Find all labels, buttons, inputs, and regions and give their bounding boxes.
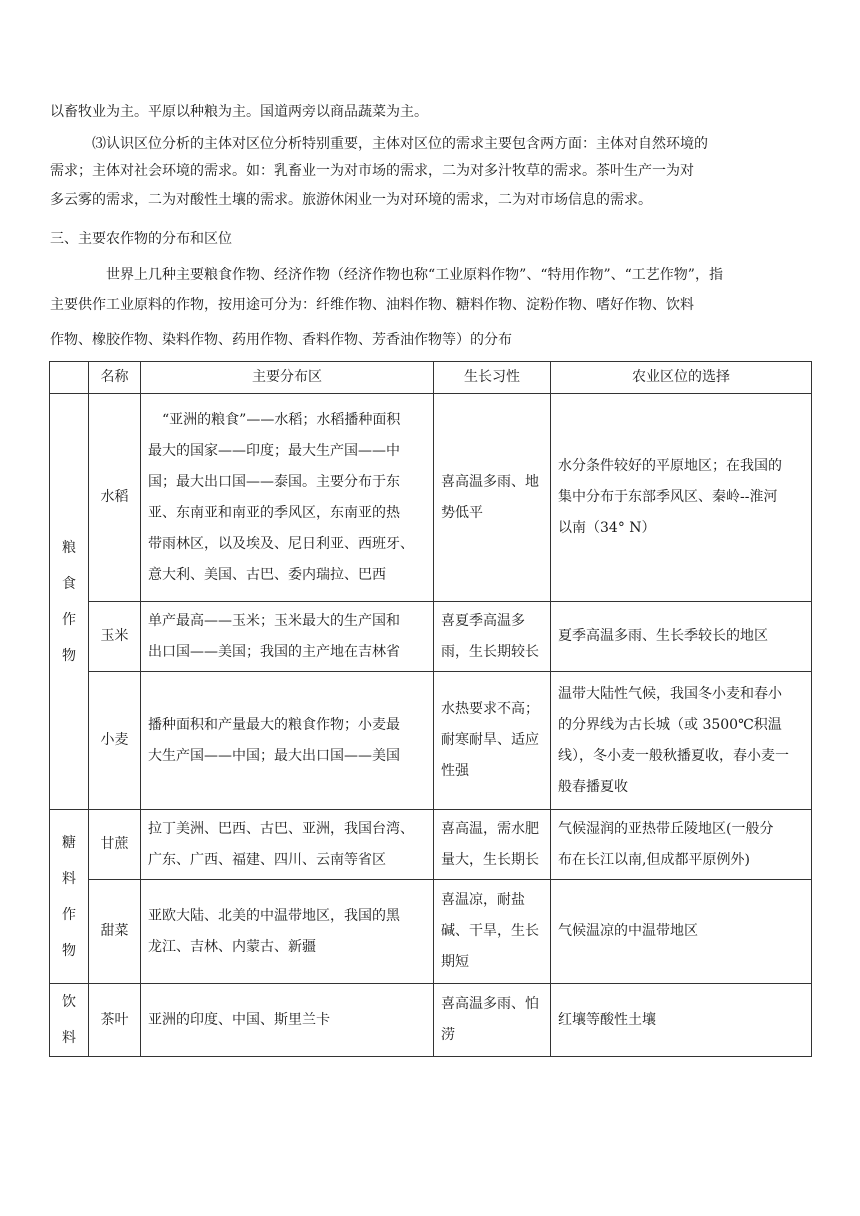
category-char: 物	[62, 942, 76, 959]
cell-line: 集中分布于东部季风区、秦岭--淮河	[558, 489, 778, 505]
cell-line: 耐寒耐旱、适应	[441, 732, 539, 748]
header-cell: 农业区位的选择	[551, 362, 812, 394]
crop-name: 甘蔗	[89, 810, 141, 880]
habit-cell	[434, 984, 551, 1057]
distribution-cell	[141, 394, 434, 602]
cell-line: 龙江、吉林、内蒙古、新疆	[148, 938, 316, 955]
cell-line: 亚、东南亚和南亚的季风区，东南亚的热	[148, 504, 400, 521]
paragraph-line: ⑶认识区位分析的主体对区位分析特别重要，主体对区位的需求主要包含两方面：主体对自然环境的	[92, 136, 708, 152]
cell-line: 带雨林区，以及埃及、尼日利亚、西班牙、	[148, 535, 414, 552]
cell-line: 意大利、美国、古巴、委内瑞拉、巴西	[148, 566, 386, 583]
habit-cell	[434, 394, 551, 602]
cell-line: 拉丁美洲、巴西、古巴、亚洲，我国台湾、	[148, 820, 414, 837]
distribution-cell	[141, 602, 434, 672]
category-cell-grain	[50, 394, 89, 810]
table-header-row	[50, 362, 812, 394]
header-cell: 名称	[89, 362, 141, 394]
cell-line: 碱、干旱，生长	[441, 923, 539, 939]
crop-name: 甜菜	[89, 880, 141, 984]
category-char: 饮	[62, 994, 76, 1010]
table-row	[50, 880, 812, 984]
location-cell: 气候温凉的中温带地区	[551, 880, 812, 984]
category-char: 糖	[62, 834, 76, 851]
cell-line: 亚欧大陆、北美的中温带地区，我国的黑	[148, 907, 400, 924]
cell-line: 最大的国家——印度；最大生产国——中	[148, 442, 400, 459]
cell-line: 喜高温多雨、地	[441, 473, 539, 490]
cell-line: 水分条件较好的平原地区；在我国的	[558, 458, 782, 474]
cell-line: 单产最高——玉米；玉米最大的生产国和	[148, 612, 400, 629]
paragraph-line: 作物、橡胶作物、染料作物、药用作物、香料作物、芳香油作物等）的分布	[50, 332, 512, 348]
paragraph-line: 世界上几种主要粮食作物、经济作物（经济作物也称“工业原料作物”、“特用作物”、“工艺作物”，指	[106, 267, 723, 283]
paragraph-line: 多云雾的需求，二为对酸性土壤的需求。旅游休闲业一为对环境的需求，二为对市场信息的需求。	[50, 192, 652, 208]
crop-name: 水稻	[89, 394, 141, 602]
table-row	[50, 602, 812, 672]
cell-line: 喜高温多雨、怕	[441, 996, 539, 1012]
table-row	[50, 394, 812, 602]
habit-cell	[434, 672, 551, 810]
paragraph-line: 主要供作工业原料的作物，按用途可分为：纤维作物、油料作物、糖料作物、淀粉作物、嗜好作物、饮料	[50, 297, 694, 313]
header-cell: 主要分布区	[141, 362, 434, 394]
section-heading: 三、主要农作物的分布和区位	[50, 231, 232, 247]
cell-line: 雨，生长期较长	[441, 643, 539, 660]
cell-line: 出口国——美国；我国的主产地在吉林省	[148, 643, 400, 660]
cell-line: 广东、广西、福建、四川、云南等省区	[148, 851, 386, 868]
category-char: 作	[62, 611, 76, 628]
cell-line: 布在长江以南,但成都平原例外)	[558, 851, 750, 868]
cell-line: 国；最大出口国——泰国。主要分布于东	[148, 473, 400, 490]
crop-name: 茶叶	[89, 984, 141, 1057]
category-cell-sugar	[50, 810, 89, 984]
cell-line: “亚洲的粮食”——水稻；水稻播种面积	[162, 411, 401, 428]
category-cell-drink	[50, 984, 89, 1057]
crop-name: 小麦	[89, 672, 141, 810]
location-cell: 夏季高温多雨、生长季较长的地区	[551, 602, 812, 672]
cell-line: 般春播夏收	[558, 778, 628, 795]
paragraph-line: 以畜牧业为主。平原以种粮为主。国道两旁以商品蔬菜为主。	[50, 104, 428, 120]
category-char: 料	[62, 1030, 76, 1046]
cell-line: 期短	[441, 954, 469, 970]
location-cell	[551, 672, 812, 810]
cell-line: 以南（34° N）	[558, 520, 656, 536]
header-cell	[50, 362, 89, 394]
distribution-cell: 亚洲的印度、中国、斯里兰卡	[141, 984, 434, 1057]
cell-line: 气候湿润的亚热带丘陵地区(一般分	[558, 820, 774, 837]
location-cell	[551, 810, 812, 880]
cell-line: 势低平	[441, 504, 483, 521]
category-char: 食	[62, 575, 76, 592]
cell-line: 大生产国——中国；最大出口国——美国	[148, 747, 400, 764]
cell-line: 线），冬小麦一般秋播夏收，春小麦一	[558, 747, 789, 764]
distribution-cell	[141, 810, 434, 880]
cell-line: 的分界线为古长城（或 3500℃积温	[558, 716, 782, 733]
location-cell: 红壤等酸性土壤	[551, 984, 812, 1057]
category-char: 物	[62, 647, 76, 664]
cell-line: 喜温凉，耐盐	[441, 892, 525, 908]
cell-line: 性强	[441, 763, 469, 779]
category-char: 料	[62, 870, 76, 887]
crop-name: 玉米	[89, 602, 141, 672]
habit-cell	[434, 880, 551, 984]
habit-cell	[434, 602, 551, 672]
location-cell	[551, 394, 812, 602]
category-char: 作	[62, 906, 76, 923]
header-cell: 生长习性	[434, 362, 551, 394]
cell-line: 涝	[441, 1027, 455, 1043]
cell-line: 播种面积和产量最大的粮食作物；小麦最	[148, 716, 400, 733]
cell-line: 温带大陆性气候，我国冬小麦和春小	[558, 685, 782, 702]
paragraph-line: 需求；主体对社会环境的需求。如：乳畜业一为对市场的需求，二为对多汁牧草的需求。茶叶生产一为对	[50, 163, 694, 179]
habit-cell	[434, 810, 551, 880]
table-row	[50, 672, 812, 810]
table-row	[50, 984, 812, 1057]
cell-line: 喜夏季高温多	[441, 612, 525, 629]
distribution-cell	[141, 672, 434, 810]
category-char: 粮	[62, 539, 76, 556]
cell-line: 水热要求不高；	[441, 701, 539, 717]
cell-line: 喜高温，需水肥	[441, 820, 539, 837]
crop-table	[49, 361, 812, 1057]
distribution-cell	[141, 880, 434, 984]
cell-line: 量大，生长期长	[441, 851, 539, 868]
table-row	[50, 810, 812, 880]
